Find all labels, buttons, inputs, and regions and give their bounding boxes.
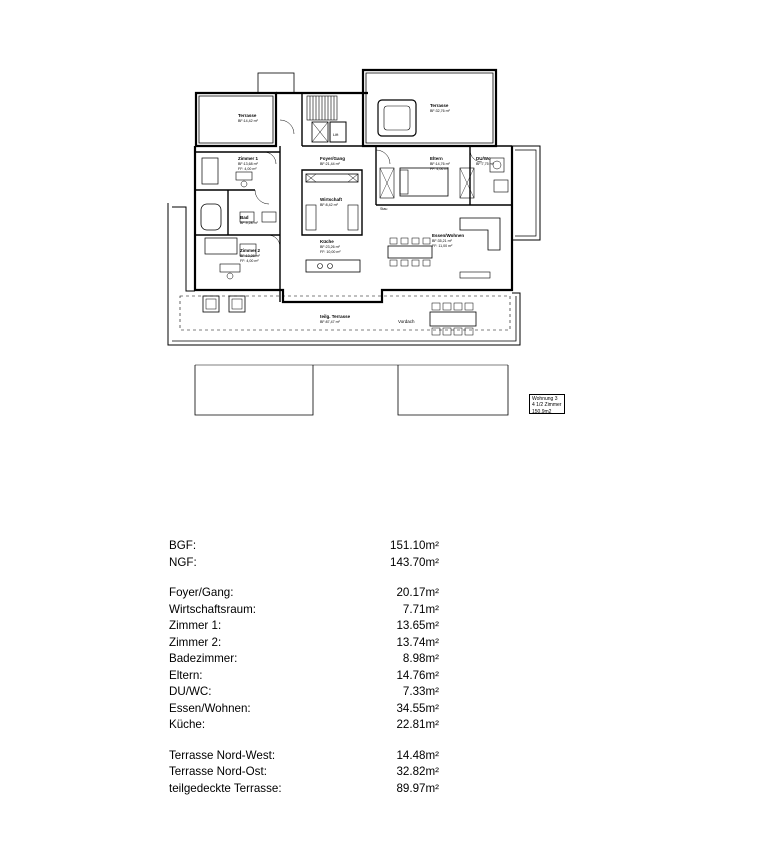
unit-rooms: 4 1/2 Zimmer bbox=[532, 402, 562, 409]
area-value: 151.10m² bbox=[390, 539, 439, 552]
label-stau: Stau bbox=[380, 207, 388, 211]
area-value: 13.74m² bbox=[396, 635, 439, 649]
area-value: 7.71m² bbox=[402, 602, 439, 616]
area-row bbox=[169, 555, 439, 572]
label-terrasse-no: Terrasse bbox=[430, 103, 449, 108]
area-row bbox=[169, 764, 439, 781]
area-value: 34.55m² bbox=[396, 701, 439, 715]
unit-area: 150,9m2 bbox=[532, 408, 552, 414]
size-kueche: BF:23,26 m² bbox=[320, 245, 340, 249]
area-value: 14.76m² bbox=[396, 668, 439, 682]
area-value: 32.82m² bbox=[396, 765, 439, 778]
exterior-walls bbox=[195, 70, 512, 302]
staircase bbox=[307, 96, 337, 120]
label-terrasse-s: teilg. Terrasse bbox=[320, 314, 351, 319]
area-value: 7.33m² bbox=[402, 685, 439, 698]
area-row bbox=[169, 635, 439, 652]
area-row bbox=[169, 781, 439, 798]
label-eltern: Eltern bbox=[430, 156, 443, 161]
area-label: Eltern: bbox=[169, 668, 203, 682]
area-row bbox=[169, 538, 439, 555]
size-essen: BF:35,21 m² bbox=[432, 239, 452, 243]
unit-name: Wohnung 3 bbox=[532, 396, 558, 402]
area-table bbox=[169, 538, 439, 797]
size-wirtschaft: BF:8,42 m² bbox=[320, 203, 338, 207]
size-zimmer1: BF:13,68 m² bbox=[238, 162, 258, 166]
area-value: 20.17m² bbox=[396, 586, 439, 599]
interior-walls bbox=[195, 93, 512, 302]
label-foyer: Foyer/Gang bbox=[320, 156, 346, 161]
area-value: 13.65m² bbox=[396, 619, 439, 632]
area-label: Terrasse Nord-Ost: bbox=[169, 765, 267, 778]
area-label: Zimmer 2: bbox=[169, 635, 222, 649]
size-terrasse-s: BF:87,47 m² bbox=[320, 320, 340, 324]
label-zimmer2: Zimmer 2 bbox=[240, 248, 261, 253]
area-label: Zimmer 1: bbox=[169, 619, 222, 632]
area-row bbox=[169, 701, 439, 718]
area-row bbox=[169, 668, 439, 685]
label-terrasse-nw: Terrasse bbox=[238, 113, 257, 118]
ff-essen: FF: 11,00 m² bbox=[432, 244, 453, 248]
area-value: 143.70m² bbox=[390, 555, 439, 569]
label-kueche: Küche bbox=[320, 239, 334, 244]
label-duwc: DU/Wc bbox=[476, 156, 491, 161]
ff-eltern: FF: 4,06 m² bbox=[430, 167, 449, 171]
area-row bbox=[169, 618, 439, 635]
area-row bbox=[169, 602, 439, 619]
size-bad: BF:9,28 m² bbox=[240, 221, 258, 225]
label-vordach: Vordach bbox=[398, 319, 415, 324]
area-row bbox=[169, 585, 439, 602]
label-bad: Bad bbox=[240, 215, 249, 220]
ff-kueche: FF: 10,00 m² bbox=[320, 250, 341, 254]
area-label: DU/WC: bbox=[169, 685, 212, 698]
label-essen: Essen/Wohnen bbox=[432, 233, 465, 238]
area-label: NGF: bbox=[169, 555, 197, 569]
area-value: 89.97m² bbox=[396, 781, 439, 795]
area-label: Foyer/Gang: bbox=[169, 586, 234, 599]
area-row bbox=[169, 684, 439, 701]
size-foyer: BF:21,44 m² bbox=[320, 162, 340, 166]
ff-zimmer1: FF: 4,00 m² bbox=[238, 167, 257, 171]
area-label: Essen/Wohnen: bbox=[169, 701, 251, 715]
size-eltern: BF:14,76 m² bbox=[430, 162, 450, 166]
area-value: 8.98m² bbox=[402, 652, 439, 665]
area-label: BGF: bbox=[169, 539, 197, 552]
area-row bbox=[169, 651, 439, 668]
label-lift: Lift bbox=[333, 132, 339, 137]
size-terrasse-no: BF:32,76 m² bbox=[430, 109, 450, 113]
size-duwc: BF:7,75 m² bbox=[476, 162, 494, 166]
area-label: Küche: bbox=[169, 718, 206, 731]
label-wirtschaft: Wirtschaft bbox=[320, 197, 342, 202]
area-label: Wirtschaftsraum: bbox=[169, 602, 256, 616]
label-zimmer1: Zimmer 1 bbox=[238, 156, 259, 161]
area-row bbox=[169, 717, 439, 734]
area-label: Terrasse Nord-West: bbox=[169, 748, 276, 762]
area-label: Badezimmer: bbox=[169, 652, 238, 665]
area-label: teilgedeckte Terrasse: bbox=[169, 781, 282, 795]
area-row bbox=[169, 748, 439, 765]
area-value: 14.48m² bbox=[396, 748, 439, 762]
area-value: 22.81m² bbox=[396, 718, 439, 731]
size-terrasse-nw: BF:14,42 m² bbox=[238, 119, 258, 123]
unit-info-box bbox=[529, 394, 565, 414]
ff-zimmer2: FF: 4,00 m² bbox=[240, 259, 259, 263]
size-zimmer2: BF:13,28 m² bbox=[240, 254, 260, 258]
